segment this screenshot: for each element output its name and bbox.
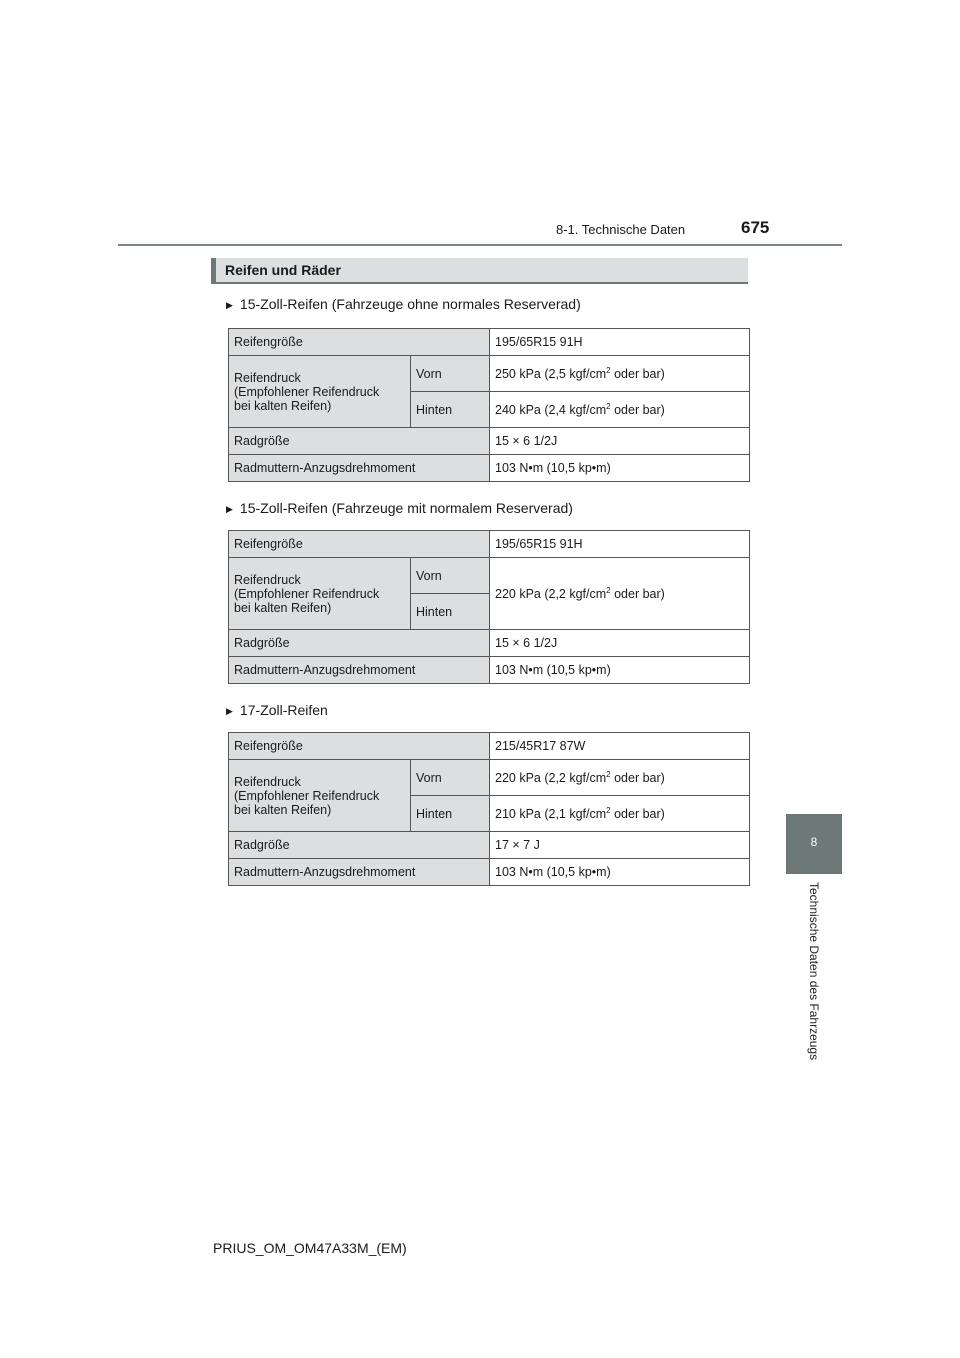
tire-size-label: Reifengröße — [229, 329, 490, 356]
torque-value: 103 N•m (10,5 kp•m) — [490, 859, 750, 886]
rim-size-label: Radgröße — [229, 832, 490, 859]
page-number: 675 — [741, 218, 770, 237]
torque-label: Radmuttern-Anzugsdrehmoment — [229, 455, 490, 482]
group-heading — [226, 702, 328, 718]
tire-size-value: 195/65R15 91H — [490, 329, 750, 356]
rim-size-value: 15 × 6 1/2J — [490, 630, 750, 657]
tire-spec-table — [228, 328, 750, 482]
rim-size-value: 15 × 6 1/2J — [490, 428, 750, 455]
tire-size-value: 215/45R17 87W — [490, 733, 750, 760]
rear-label: Hinten — [411, 796, 490, 832]
group-heading-text: 15-Zoll-Reifen (Fahrzeuge mit normalem Reserverad) — [239, 500, 573, 516]
front-pressure-value: 250 kPa (2,5 kgf/$cm^2$ oder bar) — [490, 356, 750, 392]
front-label: Vorn — [411, 760, 490, 796]
rear-pressure-value: 240 kPa (2,4 kgf/$cm^2$ oder bar) — [490, 392, 750, 428]
front-label: Vorn — [411, 356, 490, 392]
section-title: Reifen und Räder — [225, 262, 341, 278]
rim-size-value: 17 × 7 J — [490, 832, 750, 859]
section-heading — [211, 258, 748, 284]
rear-pressure-value: 210 kPa (2,1 kgf/$cm^2$ oder bar) — [490, 796, 750, 832]
rear-label: Hinten — [411, 594, 490, 630]
tire-size-value: 195/65R15 91H — [490, 531, 750, 558]
footer-doc-id: PRIUS_OM_OM47A33M_(EM) — [213, 1240, 407, 1256]
pressure-label: Reifendruck (Empfohlener Reifendruck bei kalten Reifen) — [229, 760, 411, 832]
pressure-label: Reifendruck (Empfohlener Reifendruck bei kalten Reifen) — [229, 558, 411, 630]
tire-size-label: Reifengröße — [229, 733, 490, 760]
pressure-label: Reifendruck (Empfohlener Reifendruck bei kalten Reifen) — [229, 356, 411, 428]
group-heading-text: 17-Zoll-Reifen — [239, 702, 328, 718]
group-heading — [226, 296, 581, 312]
torque-value: 103 N•m (10,5 kp•m) — [490, 657, 750, 684]
section-heading-bar — [211, 258, 216, 282]
shared-pressure-value: 220 kPa (2,2 kgf/$cm^2$ oder bar) — [490, 558, 750, 630]
triangle-right-icon: ▶ — [226, 706, 233, 716]
rear-label: Hinten — [411, 392, 490, 428]
tire-size-label: Reifengröße — [229, 531, 490, 558]
group-heading-text: 15-Zoll-Reifen (Fahrzeuge ohne normales Reserverad) — [239, 296, 581, 312]
front-label: Vorn — [411, 558, 490, 594]
group-heading — [226, 500, 573, 516]
chapter-label: Technische Daten des Fahrzeugs — [807, 882, 821, 1061]
header-divider — [118, 244, 842, 246]
torque-value: 103 N•m (10,5 kp•m) — [490, 455, 750, 482]
chapter-tab[interactable]: 8 — [786, 814, 842, 874]
torque-label: Radmuttern-Anzugsdrehmoment — [229, 657, 490, 684]
triangle-right-icon: ▶ — [226, 300, 233, 310]
tire-spec-table — [228, 732, 750, 886]
rim-size-label: Radgröße — [229, 630, 490, 657]
torque-label: Radmuttern-Anzugsdrehmoment — [229, 859, 490, 886]
tire-spec-table — [228, 530, 750, 684]
rim-size-label: Radgröße — [229, 428, 490, 455]
triangle-right-icon: ▶ — [226, 504, 233, 514]
front-pressure-value: 220 kPa (2,2 kgf/$cm^2$ oder bar) — [490, 760, 750, 796]
section-breadcrumb: 8-1. Technische Daten — [556, 222, 686, 237]
